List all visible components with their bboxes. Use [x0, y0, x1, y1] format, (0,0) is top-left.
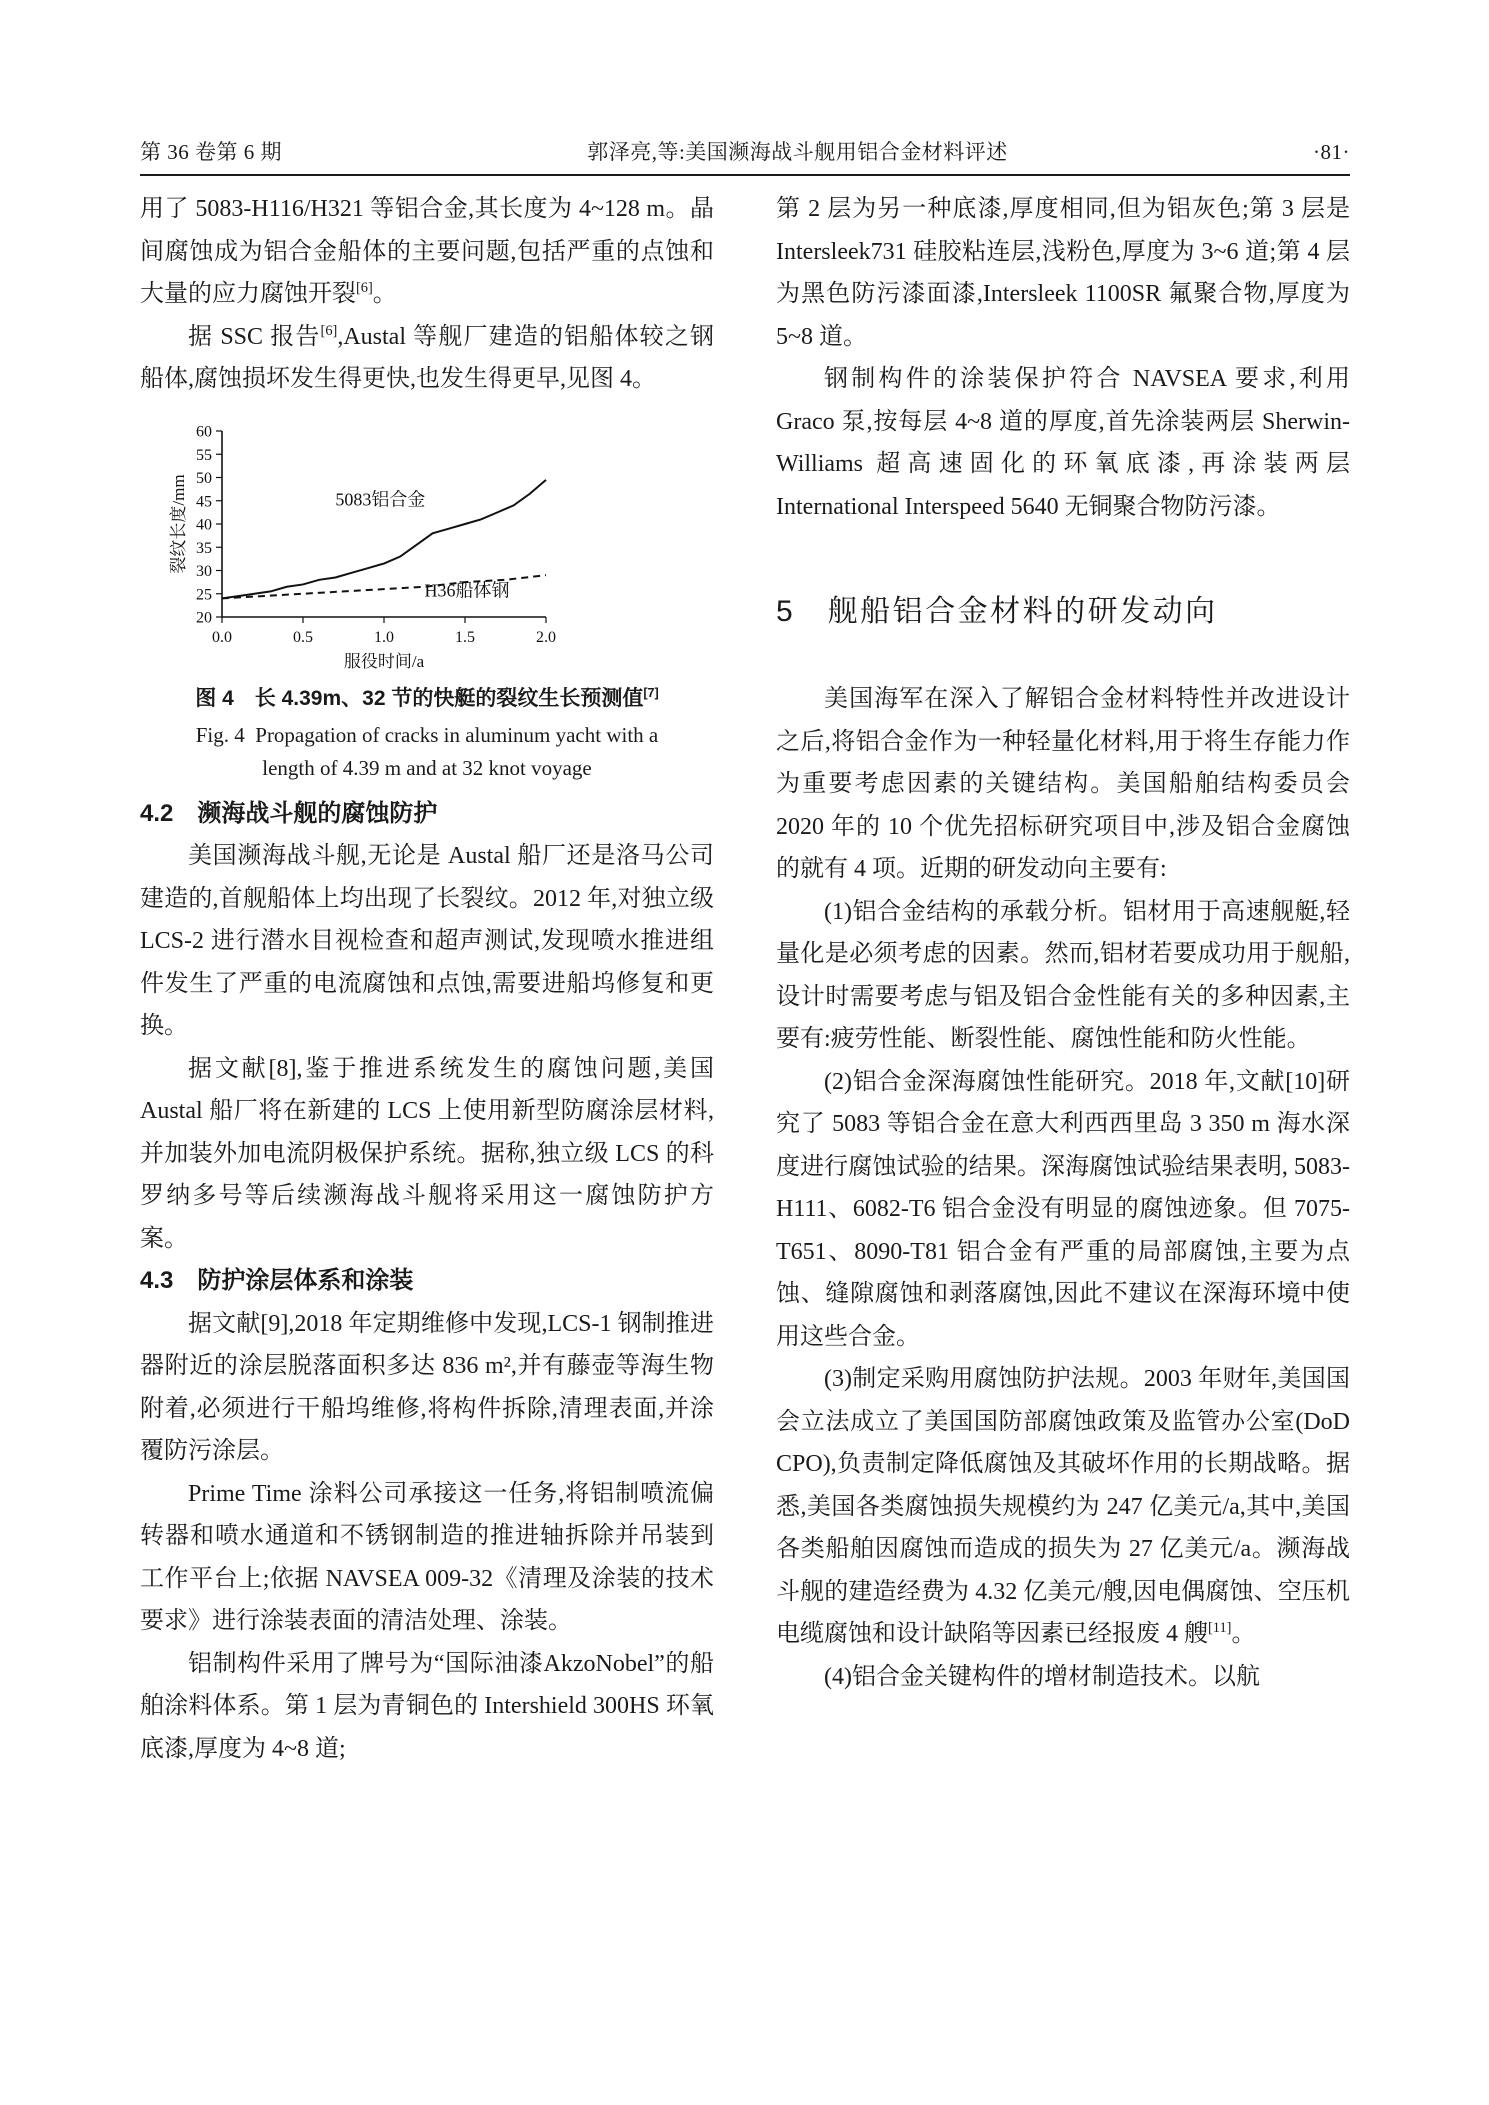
paragraph: 据文献[8],鉴于推进系统发生的腐蚀问题,美国 Austal 船厂将在新建的 LCS 上使用新型防腐涂层材料,并加装外加电流阴极保护系统。据称,独立级 LCS 的科罗纳多号等后续濒海战斗舰将采用这一腐蚀防护方案。: [140, 1055, 714, 1252]
svg-text:5083铝合金: 5083铝合金: [335, 488, 426, 509]
figure-4: [140, 419, 714, 785]
svg-text:0.5: 0.5: [293, 628, 313, 646]
svg-text:55: 55: [196, 446, 212, 464]
content-columns: [140, 188, 1350, 1770]
figure-caption-en-line1: Fig. 4 Propagation of cracks in aluminum yacht with a: [195, 722, 659, 747]
svg-text:35: 35: [196, 539, 212, 557]
svg-text:H36船体钢: H36船体钢: [424, 580, 510, 601]
right-column: [776, 188, 1350, 1770]
svg-text:1.0: 1.0: [374, 628, 394, 646]
paragraph: 美国海军在深入了解铝合金材料特性并改进设计之后,将铝合金作为一种轻量化材料,用于将生存能力作为重要考虑因素的关键结构。美国船舶结构委员会 2020 年的 10 个优先招标研究项目中,涉及铝合金腐蚀的就有 4 项。近期的研发动向主要有:: [776, 686, 1350, 882]
running-title: 郭泽亮,等:美国濒海战斗舰用铝合金材料评述: [587, 140, 1008, 164]
left-column: [140, 188, 714, 1770]
paragraph: 据文献[9],2018 年定期维修中发现,LCS-1 钢制推进器附近的涂层脱落面积多达 836 m²,并有藤壶等海生物附着,必须进行干船坞维修,将构件拆除,清理表面,并涂覆防污涂层。: [140, 1310, 714, 1464]
svg-text:25: 25: [196, 585, 212, 603]
crack-growth-chart: [168, 419, 560, 671]
page-number: ·81·: [1313, 140, 1350, 164]
svg-text:裂纹长度/mm: 裂纹长度/mm: [169, 473, 188, 574]
paragraph: (1)铝合金结构的承载分析。铝材用于高速舰艇,轻量化是必须考虑的因素。然而,铝材若要成功用于舰船,设计时需要考虑与铝及铝合金性能有关的多种因素,主要有:疲劳性能、断裂性能、腐蚀性能和防火性能。: [776, 898, 1350, 1052]
svg-text:30: 30: [196, 562, 212, 580]
header-rule: [140, 174, 1350, 176]
svg-text:60: 60: [196, 423, 212, 440]
svg-text:2.0: 2.0: [536, 628, 556, 646]
paragraph: 据 SSC 报告[6],Austal 等舰厂建造的铝船体较之钢船体,腐蚀损坏发生得更快,也发生得更早,见图 4。: [140, 322, 714, 392]
paragraph: 美国濒海战斗舰,无论是 Austal 船厂还是洛马公司建造的,首舰船体上均出现了长裂纹。2012 年,对独立级 LCS-2 进行潜水目视检查和超声测试,发现喷水推进组件发生了严重的电流腐蚀和点蚀,需要进船坞修复和更换。: [140, 843, 714, 1039]
svg-text:45: 45: [196, 492, 212, 510]
paragraph: (4)铝合金关键构件的增材制造技术。以航: [824, 1663, 1260, 1690]
section-4-3-heading: 4.3 防护涂层体系和涂装: [140, 1267, 414, 1294]
svg-text:1.5: 1.5: [455, 628, 475, 646]
paragraph: 第 2 层为另一种底漆,厚度相同,但为铝灰色;第 3 层是 Intersleek731 硅胶粘连层,浅粉色,厚度为 3~6 道;第 4 层为黑色防污漆面漆,Intersleek 1100SR 氟聚合物,厚度为 5~8 道。: [776, 196, 1350, 350]
svg-text:50: 50: [196, 469, 212, 487]
paragraph: (3)制定采购用腐蚀防护法规。2003 年财年,美国国会立法成立了美国国防部腐蚀政策及监管办公室(DoD CPO),负责制定降低腐蚀及其破坏作用的长期战略。据悉,美国各类腐蚀损失规模约为 247 亿美元/a,其中,美国各类船舶因腐蚀而造成的损失为 27 亿美元/a。濒海战斗舰的建造经费为 4.32 亿美元/艘,因电偶腐蚀、空压机电缆腐蚀和设计缺陷等因素已经报废 4 艘[11]。: [776, 1366, 1350, 1647]
paragraph: 铝制构件采用了牌号为“国际油漆AkzoNobel”的船舶涂料体系。第 1 层为青铜色的 Intershield 300HS 环氧底漆,厚度为 4~8 道;: [140, 1650, 714, 1762]
figure-caption-zh: 图 4 长 4.39m、32 节的快艇的裂纹生长预测值[7]: [195, 685, 659, 710]
paragraph: Prime Time 涂料公司承接这一任务,将铝制喷流偏转器和喷水通道和不锈钢制造的推进轴拆除并吊装到工作平台上;依据 NAVSEA 009-32《清理及涂装的技术要求》进行涂装表面的清洁处理、涂装。: [140, 1480, 714, 1634]
svg-text:服役时间/a: 服役时间/a: [343, 651, 425, 671]
paragraph: 用了 5083-H116/H321 等铝合金,其长度为 4~128 m。晶间腐蚀成为铝合金船体的主要问题,包括严重的点蚀和大量的应力腐蚀开裂[6]。: [140, 196, 714, 307]
figure-4-caption: [140, 683, 714, 785]
svg-text:40: 40: [196, 516, 212, 533]
svg-text:20: 20: [196, 609, 212, 626]
svg-text:0.0: 0.0: [212, 628, 232, 646]
figure-caption-en: [140, 719, 714, 785]
page-header: [140, 136, 1350, 166]
section-4-2-heading: 4.2 濒海战斗舰的腐蚀防护: [140, 799, 438, 827]
figure-caption-en-line2: length of 4.39 m and at 32 knot voyage: [262, 755, 592, 780]
section-5-heading: 5 舰船铝合金材料的研发动向: [776, 595, 1218, 628]
paragraph: 钢制构件的涂装保护符合 NAVSEA 要求,利用 Graco 泵,按每层 4~8 道的厚度,首先涂装两层 Sherwin-Williams 超高速固化的环氧底漆,再涂装两层 International Interspeed 5640 无铜聚合物防污漆。: [776, 366, 1350, 520]
paragraph: (2)铝合金深海腐蚀性能研究。2018 年,文献[10]研究了 5083 等铝合金在意大利西西里岛 3 350 m 海水深度进行腐蚀试验的结果。深海腐蚀试验结果表明, 5083-H111、6082-T6 铝合金没有明显的腐蚀迹象。但 7075-T651、8090-T81 铝合金有严重的局部腐蚀,主要为点蚀、缝隙腐蚀和剥落腐蚀,因此不建议在深海环境中使用这些合金。: [776, 1068, 1350, 1350]
journal-issue: 第 36 卷第 6 期: [140, 140, 282, 164]
